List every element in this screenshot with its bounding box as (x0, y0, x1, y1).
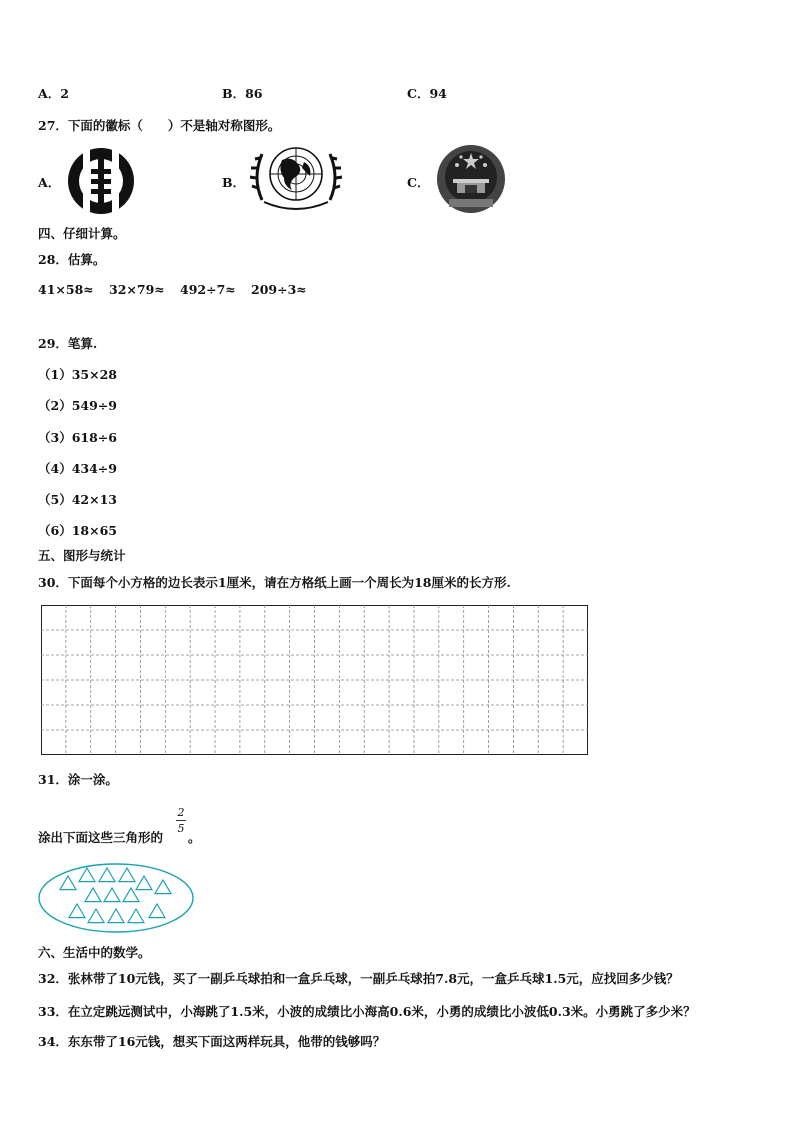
triangle-shape[interactable] (69, 904, 85, 918)
q30-stem: 30．下面每个小方格的边长表示1厘米，请在方格纸上画一个周长为18厘米的长方形. (38, 575, 511, 590)
q28-item-4: 209÷3≈ (251, 282, 307, 297)
q27-stem: 27．下面的徽标（ ）不是轴对称图形。 (38, 118, 281, 133)
q31-instruction-end: 。 (188, 830, 201, 845)
section-4-heading: 四、仔细计算。 (38, 226, 126, 241)
q29-item-1: （1）35×28 (38, 367, 117, 382)
triangle-shape[interactable] (79, 868, 95, 882)
triangle-shape[interactable] (155, 880, 171, 894)
triangle-group (37, 862, 195, 934)
q28-item-1: 41×58≈ (38, 282, 94, 297)
triangle-shape[interactable] (60, 876, 76, 890)
un-emblem-icon (248, 138, 344, 216)
fraction-denominator: 5 (177, 822, 185, 835)
q29-item-3: （3）618÷6 (38, 430, 117, 445)
q26-option-b: B．86 (222, 86, 263, 101)
q26-option-a: A．2 (38, 86, 69, 101)
q29-item-6: （6）18×65 (38, 523, 117, 538)
q29-stem: 29．笔算. (38, 336, 98, 351)
q27-option-b-label: B． (222, 175, 246, 190)
q29-item-5: （5）42×13 (38, 492, 117, 507)
square-grid-paper[interactable] (41, 605, 588, 755)
q31-stem: 31．涂一涂。 (38, 772, 118, 787)
q26-option-c: C．94 (407, 86, 447, 101)
q34-text: 34．东东带了16元钱，想买下面这两样玩具，他带的钱够吗？ (38, 1034, 386, 1049)
q27-option-a-label: A． (38, 175, 61, 190)
triangle-shape[interactable] (88, 909, 104, 923)
q31-instruction: 涂出下面这些三角形的 (38, 830, 164, 845)
q27-option-c-label: C． (407, 175, 430, 190)
triangle-shape[interactable] (128, 909, 144, 923)
section-5-heading: 五、图形与统计 (38, 548, 126, 563)
q33-text: 33．在立定跳远测试中，小海跳了1.5米，小波的成绩比小海高0.6米，小勇的成绩比小波低0.3米。小勇跳了多少米？ (38, 1004, 696, 1019)
q29-item-4: （4）434÷9 (38, 461, 117, 476)
q29-item-2: （2）549÷9 (38, 398, 117, 413)
triangle-shape[interactable] (119, 868, 135, 882)
q28-item-3: 492÷7≈ (180, 282, 236, 297)
triangle-shape[interactable] (85, 888, 101, 902)
q32-text: 32．张林带了10元钱，买了一副乒乓球拍和一盒乒乓球，一副乒乓球拍7.8元，一盒乒乓球1.5元，应找回多少钱？ (38, 971, 679, 986)
triangle-shape[interactable] (99, 868, 115, 882)
triangle-shape[interactable] (136, 876, 152, 890)
triangle-shape[interactable] (108, 909, 124, 923)
q28-item-2: 32×79≈ (109, 282, 165, 297)
triangle-shape[interactable] (149, 904, 165, 918)
ellipse-outline (39, 864, 193, 932)
national-emblem-icon (435, 143, 507, 215)
bank-emblem-icon (65, 145, 137, 217)
fraction-two-fifths (176, 806, 186, 835)
triangle-shape[interactable] (104, 888, 120, 902)
q28-stem: 28．估算。 (38, 252, 106, 267)
triangle-ellipse-svg (37, 862, 195, 934)
section-6-heading: 六、生活中的数学。 (38, 945, 151, 960)
fraction-numerator: 2 (177, 806, 185, 819)
grid-svg (41, 605, 588, 755)
